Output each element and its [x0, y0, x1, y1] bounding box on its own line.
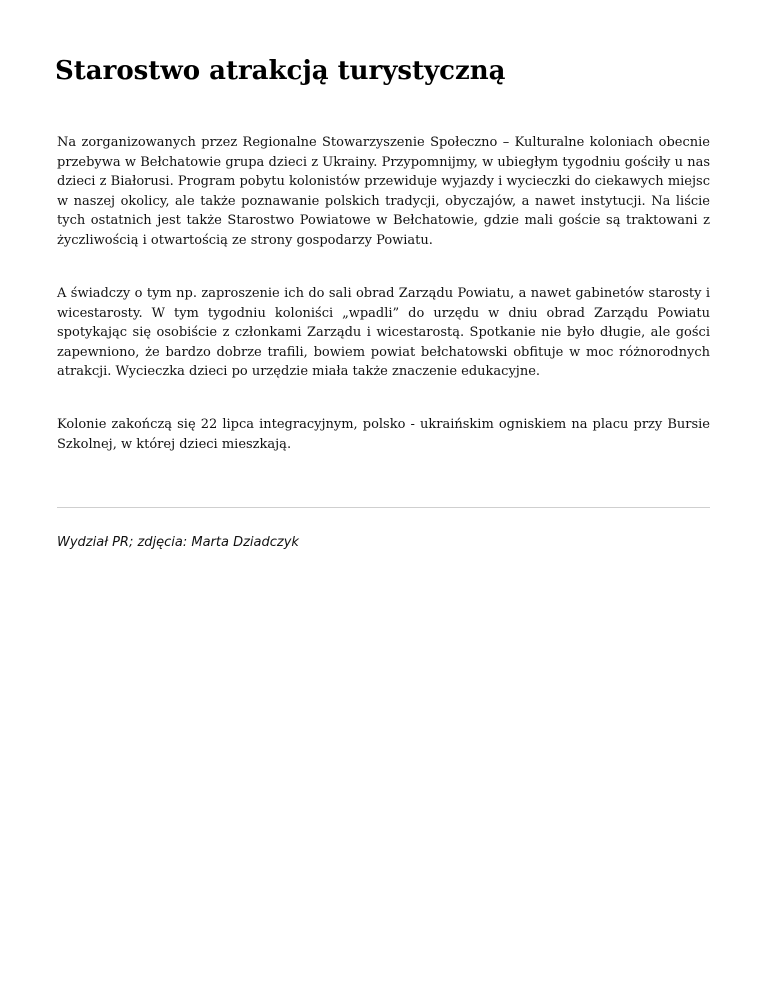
article-paragraph-2: A świadczy o tym np. zaproszenie ich do sali obrad Zarządu Powiatu, a nawet gabinetów starosty i wicestarosty. W tym tygodniu koloniści „wpadli” do urzędu w dniu obrad Zarządu Powiatu spotykając się osobiście z członkami Zarządu i wicestarostą. Spotkanie nie było długie, ale gości zapewniono, że bardzo dobrze trafili, bowiem powiat bełchatowski obfituje w moc różnorodnych atrakcji. Wycieczka dzieci po urzędzie miała także znaczenie edukacyjne.: [57, 286, 710, 379]
section-divider: [57, 507, 710, 508]
article-paragraph-3: Kolonie zakończą się 22 lipca integracyjnym, polsko - ukraińskim ogniskiem na placu przy Bursie Szkolnej, w której dzieci mieszkają.: [57, 417, 710, 452]
article-paragraph-1: Na zorganizowanych przez Regionalne Stowarzyszenie Społeczno – Kulturalne koloniach obecnie przebywa w Bełchatowie grupa dzieci z Ukrainy. Przypomnijmy, w ubiegłym tygodniu gościły u nas dzieci z Białorusi. Program pobytu kolonistów przewiduje wyjazdy i wycieczki do ciekawych miejsc w naszej okolicy, ale także poznawanie polskich tradycji, obyczajów, a nawet instytucji. Na liście tych ostatnich jest także Starostwo Powiatowe w Bełchatowie, gdzie mali goście są traktowani z życzliwością i otwartością ze strony gospodarzy Powiatu.: [57, 135, 710, 248]
article-credit: Wydział PR; zdjęcia: Marta Dziadczyk: [57, 535, 299, 550]
article-title: Starostwo atrakcją turystyczną: [55, 56, 506, 86]
